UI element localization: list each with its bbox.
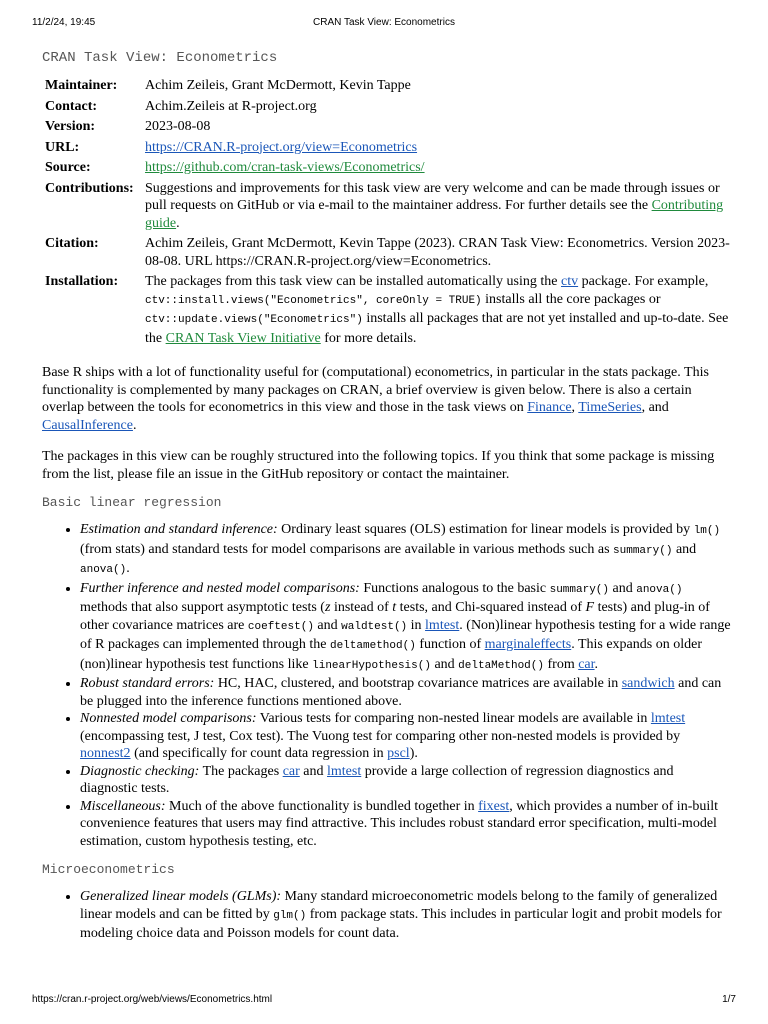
item-text: tests) and plug-in of other covariance matrices are xyxy=(80,600,710,633)
meta-row-source xyxy=(42,159,732,180)
version-label: Version: xyxy=(45,119,96,134)
installation-label: Installation: xyxy=(45,274,119,289)
item-text: (encompassing test, J test, Cox test). The Vuong test for comparing other non-nested models is provided by xyxy=(80,728,681,744)
code-summary: summary() xyxy=(549,583,610,596)
topics-paragraph: The packages in this view can be roughly structured into the following topics. If you think that some package is missing from the list, please file an issue in the GitHub repository or contact the maintainer. xyxy=(42,449,715,482)
code-glm: glm() xyxy=(273,909,307,922)
lmtest-link[interactable]: lmtest xyxy=(425,617,460,633)
print-page-number: 1/7 xyxy=(722,994,736,1005)
fixest-link[interactable]: fixest xyxy=(478,798,510,814)
item-text: instead of xyxy=(333,600,389,615)
item-text: (and specifically for count data regression in xyxy=(134,746,384,761)
ctv-link[interactable]: ctv xyxy=(561,274,579,289)
print-footer xyxy=(0,994,768,1008)
installation-text: installs all packages that are not yet installed and up-to-date. See the xyxy=(145,311,729,346)
task-view-initiative-link[interactable]: CRAN Task View Initiative xyxy=(165,330,321,346)
nonnest2-link[interactable]: nonnest2 xyxy=(80,746,131,761)
list-item xyxy=(80,798,732,851)
code-deltamethod: deltamethod() xyxy=(329,640,416,652)
lmtest-link[interactable]: lmtest xyxy=(327,763,362,779)
print-datetime: 11/2/24, 19:45 xyxy=(32,17,96,28)
citation-label: Citation: xyxy=(45,236,99,251)
code-waldtest: waldtest() xyxy=(341,620,408,633)
code-coeftest: coeftest() xyxy=(247,620,314,633)
code-anova: anova() xyxy=(80,564,127,576)
item-text: Much of the above functionality is bundled together in xyxy=(169,798,475,814)
source-link[interactable]: https://github.com/cran-task-views/Econometrics/ xyxy=(145,160,425,175)
metadata-table xyxy=(42,77,732,350)
causalinference-link[interactable]: CausalInference xyxy=(42,417,133,433)
installation-text: The packages from this task view can be installed automatically using the xyxy=(145,274,558,289)
meta-row-contact xyxy=(42,98,732,119)
maintainer-label: Maintainer: xyxy=(45,78,118,93)
code-deltamethod-car: deltaMethod() xyxy=(458,659,544,672)
print-header xyxy=(0,17,768,31)
list-item: • Estimation and standard inference: Ordinary least squares (OLS) estimation for linear models is provided by lm() (from stats) and standard tests for model comparisons are available in various methods such as summary() and anova(). xyxy=(80,521,732,580)
meta-row-version xyxy=(42,118,732,139)
item-text: methods that also support asymptotic tests ( xyxy=(80,600,325,615)
item-text: and can be plugged into the inference functions mentioned above. xyxy=(80,676,722,709)
code-anova: anova() xyxy=(636,583,683,596)
meta-row-contributions xyxy=(42,180,732,236)
code-lm: lm() xyxy=(693,525,721,537)
item-term: Estimation and standard inference: xyxy=(80,522,278,537)
meta-row-url xyxy=(42,139,732,160)
item-term: Generalized linear models (GLMs): xyxy=(80,889,282,904)
contact-value: Achim.Zeileis at R-project.org xyxy=(145,98,317,114)
section-heading-basic-linear-regression: Basic linear regression xyxy=(42,495,222,510)
intro-text: Base R ships with a lot of functionality useful for (computational) econometrics, in particular in the stats package. This functionality is complemented by many packages on CRAN, a brief overview is given below. There is also a certain overlap between the tools for econometrics in this view and those in the task views on xyxy=(42,365,709,415)
item-text: provide a large collection of regression diagnostics and diagnostic tests. xyxy=(80,763,674,796)
installation-text: installs all the core packages or xyxy=(485,291,661,307)
item-text: Many standard microeconometric models belong to the family of generalized linear models and can be fitted by xyxy=(80,889,718,922)
contributions-label: Contributions: xyxy=(45,180,134,196)
item-text: The packages xyxy=(202,763,280,779)
item-term: Miscellaneous: xyxy=(80,798,166,814)
item-text: function of xyxy=(419,637,482,652)
contributions-value: Suggestions and improvements for this task view are very welcome and can be made through issues or pull requests on GitHub or via e-mail to the maintainer address. For further details see the Contributing guide. xyxy=(145,180,724,231)
contact-label: Contact: xyxy=(45,98,98,114)
install-views-code: ctv::install.views("Econometrics", coreOnly = TRUE) xyxy=(145,294,482,307)
car-link[interactable]: car xyxy=(282,763,300,779)
timeseries-link[interactable]: TimeSeries xyxy=(578,400,642,415)
update-views-code: ctv::update.views("Econometrics") xyxy=(145,314,363,326)
list-item xyxy=(80,888,732,943)
page-content xyxy=(42,43,732,943)
item-term: Further inference and nested model comparisons: xyxy=(80,580,360,596)
meta-row-installation xyxy=(42,273,732,350)
finance-link[interactable]: Finance xyxy=(527,400,572,415)
marginaleffects-link[interactable]: marginaleffects xyxy=(484,637,572,652)
list-item: • Nonnested model comparisons: Various tests for comparing non-nested linear models are available in lmtest (encompassing test, J test, Cox test). The Vuong test for comparing other non-nested models is provided by nonnest2 (and specifically for count data regression in pscl). xyxy=(80,710,732,763)
item-text: Functions analogous to the basic xyxy=(363,580,547,596)
symbol-z: z xyxy=(324,600,331,615)
source-label: Source: xyxy=(45,160,91,175)
contributing-guide-link[interactable]: Contributing guide xyxy=(145,198,724,231)
list-item: • Further inference and nested model comparisons: Functions analogous to the basic summary() and anova() methods that also support asymptotic tests (z instead of t tests, and Chi-squared instead of F tests) and plug-in of other covariance matrices are coeftest() and waldtest() in lmtest. (Non)linear hypothesis testing for a wide range of R packages can implemented through the deltamethod() function of marginaleffects. This expands on older (non)linear hypothesis test functions like linearHypothesis() and deltaMethod() from car. xyxy=(80,580,732,676)
lmtest-link[interactable]: lmtest xyxy=(650,711,686,726)
item-text: . (Non)linear hypothesis testing for a wide range of R packages can implemented through the xyxy=(80,617,731,652)
item-text: , which provides a number of in-built convenience features that users may find attractive. This includes robust standard error specification, multi-model estimation, custom hypothesis testing, etc. xyxy=(80,798,719,849)
item-text: (from stats) and standard tests for model comparisons are available in various methods such as xyxy=(80,541,610,557)
installation-text: package. For example, xyxy=(581,274,709,289)
car-link[interactable]: car xyxy=(578,656,595,672)
item-text: HC, HAC, clustered, and bootstrap covariance matrices are available in xyxy=(217,676,619,691)
installation-value xyxy=(145,273,732,350)
item-term: Diagnostic checking: xyxy=(80,763,200,779)
print-url: https://cran.r-project.org/web/views/Econometrics.html xyxy=(32,994,273,1005)
url-link[interactable]: https://CRAN.R-project.org/view=Econometrics xyxy=(145,139,418,155)
page-title: CRAN Task View: Econometrics xyxy=(42,50,278,66)
section-heading-microeconometrics: Microeconometrics xyxy=(42,862,175,877)
pscl-link[interactable]: pscl xyxy=(387,746,410,761)
meta-row-citation xyxy=(42,235,732,273)
symbol-t: t xyxy=(392,600,397,615)
item-text: . This expands on older (non)linear hypothesis test functions like xyxy=(80,637,702,672)
item-text: tests, and Chi-squared instead of xyxy=(399,600,583,615)
sandwich-link[interactable]: sandwich xyxy=(621,676,675,691)
version-value: 2023-08-08 xyxy=(145,119,211,134)
code-summary: summary() xyxy=(613,544,673,557)
microeconometrics-list xyxy=(42,888,732,943)
code-linearhypothesis: linearHypothesis() xyxy=(312,659,431,672)
maintainer-value: Achim Zeileis, Grant McDermott, Kevin Tappe xyxy=(145,78,411,93)
meta-row-maintainer xyxy=(42,77,732,98)
contributions-text: Suggestions and improvements for this task view are very welcome and can be made through issues or pull requests on GitHub or via e-mail to the maintainer address. For further details see the xyxy=(145,180,720,213)
item-text: Various tests for comparing non-nested linear models are available in xyxy=(259,711,648,726)
item-text: Ordinary least squares (OLS) estimation for linear models is provided by xyxy=(281,522,691,537)
item-term: Robust standard errors: xyxy=(80,676,215,691)
item-text: from package stats. This includes in particular logit and probit models for modeling choice data and Poisson models for count data. xyxy=(80,906,722,941)
installation-text: for more details. xyxy=(324,330,417,346)
citation-value: Achim Zeileis, Grant McDermott, Kevin Tappe (2023). CRAN Task View: Econometrics. Version 2023-08-08. URL https://CRAN.R-project.org/view=Econometrics. xyxy=(145,236,730,269)
item-term: Nonnested model comparisons: xyxy=(80,711,257,726)
basic-linear-regression-list xyxy=(42,521,732,850)
list-item: • Diagnostic checking: The packages car and lmtest provide a large collection of regression diagnostics and diagnostic tests. xyxy=(80,763,732,798)
intro-paragraph: Base R ships with a lot of functionality useful for (computational) econometrics, in particular in the stats package. This functionality is complemented by many packages on CRAN, a brief overview is given below. There is also a certain overlap between the tools for econometrics in this view and those in the task views on Finance, TimeSeries, and CausalInference. xyxy=(42,365,709,433)
symbol-f: F xyxy=(585,600,595,615)
url-label: URL: xyxy=(45,139,80,155)
list-item xyxy=(80,675,732,710)
print-title: CRAN Task View: Econometrics xyxy=(313,17,455,28)
